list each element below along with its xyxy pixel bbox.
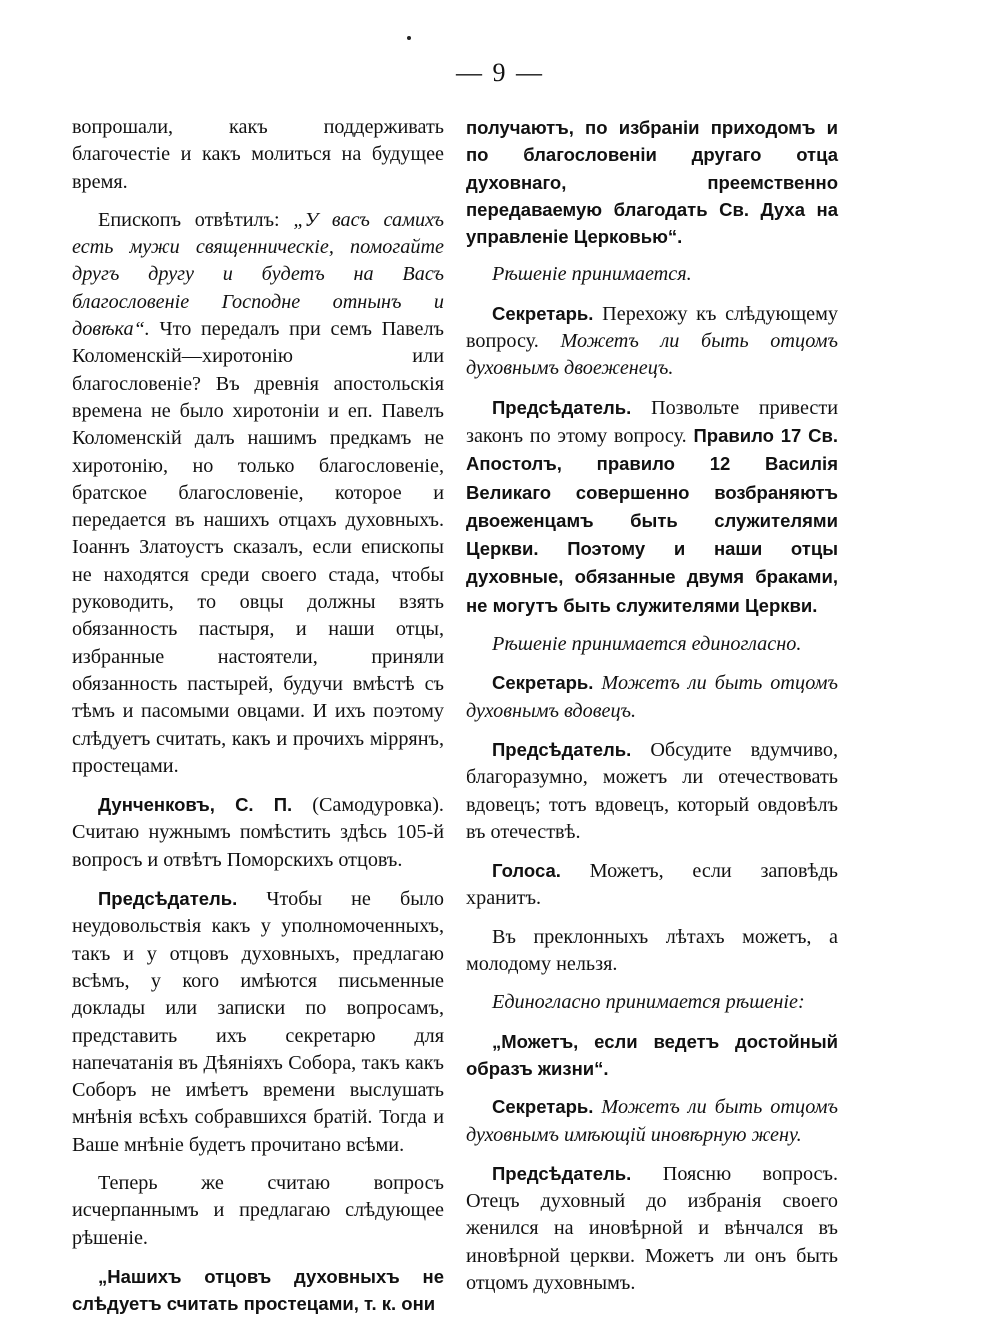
resolution-bold: получаютъ, по избраніи приходомъ и по благословеніи другаго отца духовнаго, преемственно передаваемую благодать Св. Духа на управленіе Церковью“. bbox=[466, 117, 838, 248]
speaker-name: Секретарь. bbox=[492, 1096, 594, 1118]
right-column bbox=[466, 114, 838, 1308]
text-run: Епископъ отвѣтилъ: bbox=[98, 208, 294, 231]
paragraph: вопрошали, какъ поддерживать благочестіе и какъ молиться на будущее время. bbox=[72, 116, 444, 193]
paragraph: Теперь же считаю вопросъ исчерпаннымъ и предлагаю слѣдующее рѣшеніе. bbox=[72, 1171, 444, 1249]
print-speck bbox=[407, 36, 411, 40]
quote-italic: „У васъ самихъ есть мужи священническіе, помогайте другъ другу и будетъ на Васъ благословеніе Господне отнынъ и довѣка“. bbox=[72, 208, 444, 341]
paragraph bbox=[466, 1160, 838, 1297]
speaker-name: Секретарь. bbox=[492, 672, 594, 694]
text-run: Чтобы не было неудовольствія какъ у уполномоченныхъ, такъ и у отцовъ духовныхъ, предлагаю всѣмъ, у кого имѣются письменные доклады или записки по вопросамъ, представить ихъ секретарю для напечатанія въ Дѣяніяхъ Собора, такъ какъ Соборъ не имѣетъ времени выслушать мнѣнія всѣхъ собравшихся братій. Тогда и Ваше мнѣніе будетъ прочитано всѣми. bbox=[72, 888, 444, 1156]
left-column bbox=[72, 114, 444, 1328]
text-run: (Самодуровка). Считаю нужнымъ помѣстить здѣсь 105-й вопросъ и отвѣтъ Поморскихъ отцовъ. bbox=[72, 794, 444, 871]
speaker-name: Секретарь. bbox=[492, 302, 594, 324]
paragraph bbox=[466, 857, 838, 913]
paragraph bbox=[72, 885, 444, 1159]
text-run: Что передалъ при семъ Павелъ Коломенскій—хиротонію или благословеніе? Въ древнія апостольскія времена не было хиротоніи и еп. Павелъ Коломенскій далъ нашимъ предкамъ не хиротонію, но только благословеніе, братское благословеніе, которое и передается въ нашихъ отцахъ духовныхъ. Іоаннъ Златоустъ сказалъ, если епископы не находятся среди своего стада, чтобы руководить, то овцы должны взять обязанность пастыря, и наши отцы, избранные настоятели, приняли обязанность пастырей, будучи вмѣстѣ съ тѣмъ и пасомыми овцами. И ихъ поэтому слѣдуетъ считать, какъ и прочихъ міррянъ, простецами. bbox=[72, 318, 444, 777]
speaker-name: Предсѣдатель. bbox=[492, 396, 632, 418]
canon-bold: Правило 17 Св. Апостолъ, правило 12 Василія Великаго совершенно возбраняютъ двоеженцамъ быть служителями Церкви. Поэтому и наши отцы духовные, обязанные двумя браками, не могутъ быть служителями Церкви. bbox=[466, 424, 839, 616]
decision-italic: Рѣшеніе принимается единогласно. bbox=[492, 633, 802, 656]
paragraph bbox=[466, 1093, 838, 1149]
paragraph: Въ преклонныхъ лѣтахъ можетъ, а молодому нельзя. bbox=[466, 925, 838, 976]
page-number: — 9 — bbox=[456, 58, 544, 87]
text-run: Позвольте привести законъ по этому вопросу. bbox=[466, 396, 838, 447]
decision-italic: Единогласно принимается рѣшеніе: bbox=[492, 991, 805, 1014]
speaker-name: Предсѣдатель. bbox=[492, 1162, 632, 1184]
decision-italic: Рѣшеніе принимается. bbox=[492, 263, 692, 286]
text-run: Можетъ, если заповѣдь хранитъ. bbox=[466, 860, 838, 910]
paragraph bbox=[72, 207, 444, 780]
question-italic: Можетъ ли быть отцомъ духовнымъ двоеженецъ. bbox=[466, 330, 838, 380]
text-run: Поясню вопросъ. Отецъ духовный до избранія своего женился на иновѣрной и вѣнчался въ иновѣрной церкви. Можетъ ли онъ быть отцомъ духовнымъ. bbox=[466, 1162, 838, 1294]
resolution-bold: „Нашихъ отцовъ духовныхъ не слѣдуетъ считать простецами, т. к. они bbox=[72, 1265, 444, 1315]
paragraph bbox=[466, 736, 838, 846]
paragraph bbox=[72, 791, 444, 874]
speaker-name: Предсѣдатель. bbox=[98, 888, 238, 910]
speaker-name: Предсѣдатель. bbox=[492, 738, 632, 760]
paragraph bbox=[466, 394, 838, 620]
text-run: Обсудите вдумчиво, благоразумно, можетъ ли отечествовать вдовецъ; тотъ вдовецъ, который овдовѣлъ въ отечествѣ. bbox=[466, 738, 838, 843]
text-run: Перехожу къ слѣдующему вопросу. bbox=[466, 302, 838, 353]
question-italic: Можетъ ли быть отцомъ духовнымъ имѣющій иновѣрную жену. bbox=[466, 1096, 838, 1146]
speaker-name: Голоса. bbox=[492, 860, 561, 882]
paragraph bbox=[466, 669, 838, 725]
paragraph bbox=[466, 300, 838, 383]
resolution-bold: „Можетъ, если ведетъ достойный образъ жизни“. bbox=[466, 1030, 838, 1079]
speaker-name: Дунченковъ, С. П. bbox=[98, 794, 293, 816]
question-italic: Можетъ ли быть отцомъ духовнымъ вдовецъ. bbox=[466, 672, 838, 722]
